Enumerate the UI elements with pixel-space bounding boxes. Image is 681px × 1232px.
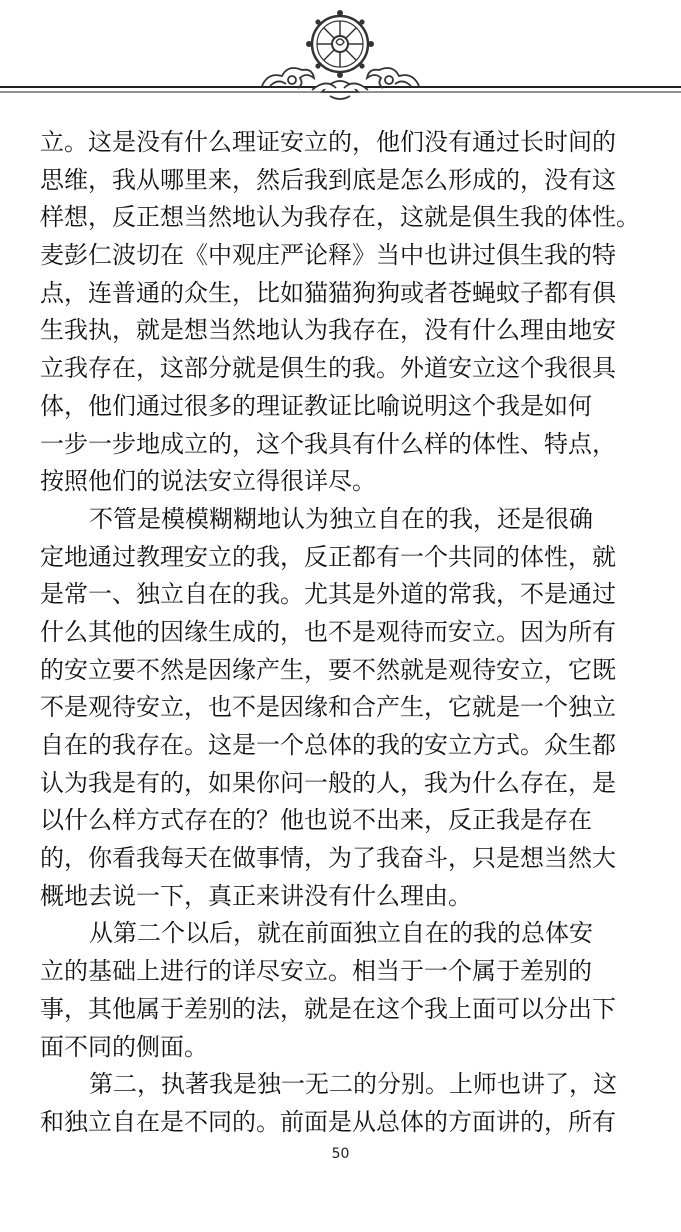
- text-line: 自在的我存在。这是一个总体的我的安立方式。众生都: [40, 731, 616, 759]
- paragraph-first-line: 第二，执著我是独一无二的分别。上师也讲了，这: [89, 1070, 617, 1099]
- text-line: 一步一步地成立的，这个我具有什么样的体性、特点，: [40, 429, 616, 458]
- paragraph-first-line: 从第二个以后，就在前面独立自在的我的总体安: [89, 919, 593, 948]
- text-line: 认为我是有的，如果你问一般的人，我为什么存在，是: [40, 768, 616, 797]
- text-line: 的，你看我每天在做事情，为了我奋斗，只是想当然大: [40, 844, 616, 873]
- text-line: 点，连普通的众生，比如猫猫狗狗或者苍蝇蚊子都有俱: [40, 278, 616, 307]
- text-line: 立的基础上进行的详尽安立。相当于一个属于差别的: [40, 957, 592, 986]
- text-line: 立我存在，这部分就是俱生的我。外道安立这个我很具: [40, 354, 616, 383]
- paragraph-first-line: 不管是模模糊糊地认为独立自在的我，还是很确: [89, 504, 593, 533]
- page-header-ornament: [0, 0, 681, 112]
- text-line: 定地通过教理安立的我，反正都有一个共同的体性，就: [40, 542, 616, 571]
- text-line: 以什么样方式存在的？他也说不出来，反正我是存在: [40, 806, 592, 835]
- page-number: 50: [331, 1146, 350, 1162]
- text-line: 不是观待安立，也不是因缘和合产生，它就是一个独立: [40, 693, 616, 722]
- text-line: 面不同的侧面。: [40, 1032, 208, 1061]
- text-line: 麦彭仁波切在《中观庄严论释》当中也讲过俱生我的特: [40, 241, 616, 270]
- text-line: 什么其他的因缘生成的，也不是观待而安立。因为所有: [40, 617, 616, 646]
- text-line: 事，其他属于差别的法，就是在这个我上面可以分出下: [40, 994, 616, 1023]
- text-line: 立。这是没有什么理证安立的，他们没有通过长时间的: [40, 128, 616, 156]
- text-line: 思维，我从哪里来，然后我到底是怎么形成的，没有这: [40, 165, 616, 194]
- text-line: 概地去说一下，真正来讲没有什么理由。: [40, 881, 472, 910]
- text-line: 的安立要不然是因缘产生，要不然就是观待安立，它既: [40, 655, 616, 684]
- body-text: [40, 124, 652, 1142]
- text-line: 体，他们通过很多的理证教证比喻说明这个我是如何: [40, 391, 592, 420]
- text-line: 是常一、独立自在的我。尤其是外道的常我，不是通过: [40, 580, 616, 609]
- text-line: 和独立自在是不同的。前面是从总体的方面讲的，所有: [40, 1107, 616, 1136]
- text-line: 生我执，就是想当然地认为我存在，没有什么理由地安: [40, 316, 616, 345]
- text-line: 按照他们的说法安立得很详尽。: [40, 467, 376, 496]
- dharma-wheel-icon: [0, 0, 681, 112]
- text-line: 样想，反正想当然地认为我存在，这就是俱生我的体性。: [40, 203, 640, 232]
